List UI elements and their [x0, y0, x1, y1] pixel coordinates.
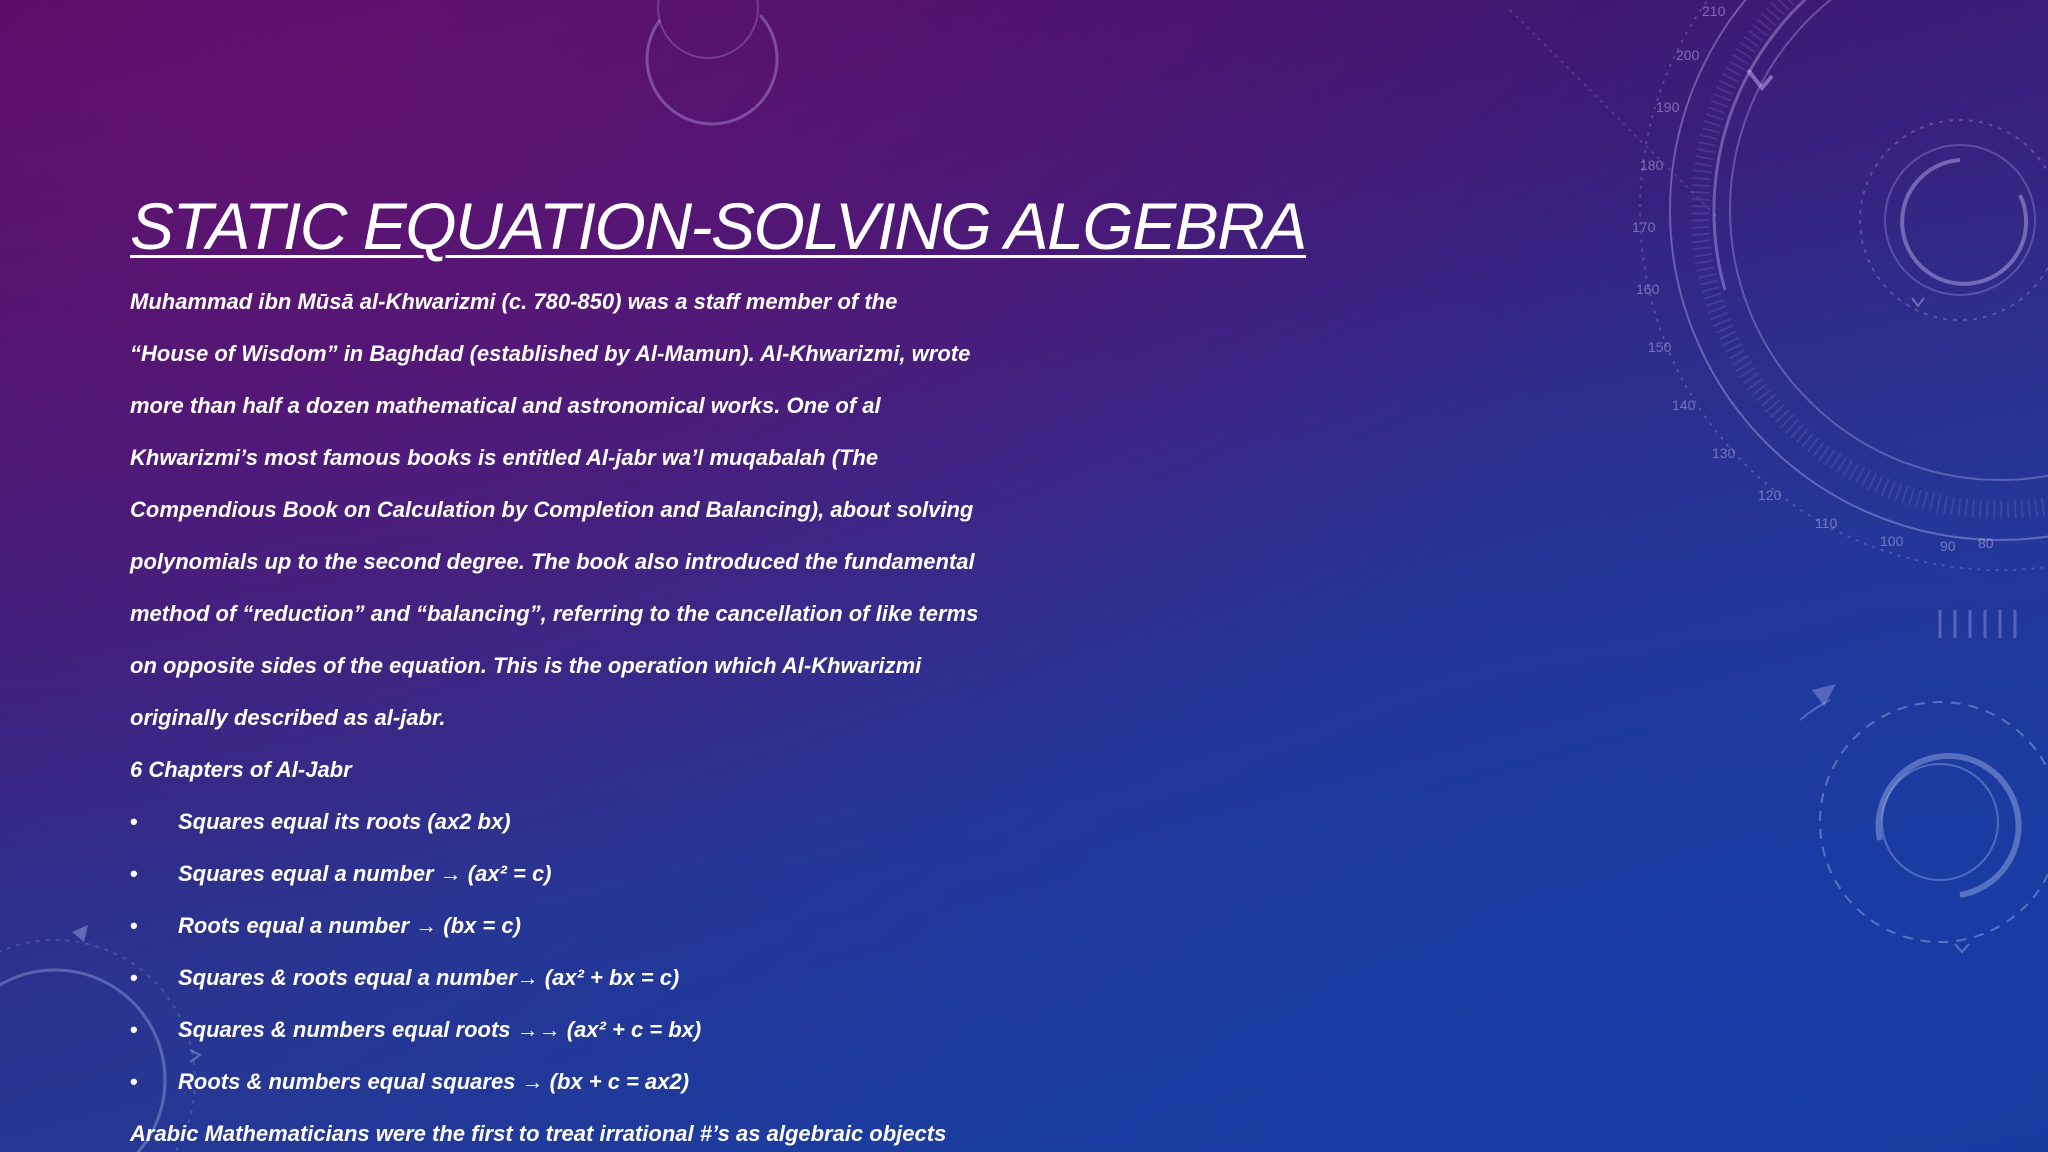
paragraph-line: originally described as al-jabr.: [130, 705, 446, 730]
paragraph-line: “House of Wisdom” in Baghdad (established by Al-Mamun). Al-Khwarizmi, wrote: [130, 341, 971, 366]
closing-line: Arabic Mathematicians were the first to treat irrational #’s as algebraic objects: [130, 1121, 947, 1146]
dial-number: 140: [1672, 397, 1696, 413]
chapter-list-item: [130, 1004, 1030, 1056]
dial-number: 130: [1712, 445, 1736, 461]
paragraph-line: more than half a dozen mathematical and astronomical works. One of al: [130, 393, 881, 418]
chapter-text: Squares equal its roots (ax2 bx): [178, 809, 511, 834]
dial-number: 190: [1656, 99, 1680, 115]
slide-body: [130, 276, 1030, 1152]
paragraph-line: polynomials up to the second degree. The book also introduced the fundamental: [130, 549, 975, 574]
dial-number: 210: [1702, 3, 1726, 19]
paragraph-line: Khwarizmi’s most famous books is entitled Al-jabr wa’l muqabalah (The: [130, 445, 879, 470]
bullet-icon: •: [130, 809, 138, 834]
paragraph-line: method of “reduction” and “balancing”, referring to the cancellation of like terms: [130, 601, 979, 626]
chapter-text: Squares equal a number → (ax² = c): [178, 861, 552, 886]
paragraph-line: Compendious Book on Calculation by Completion and Balancing), about solving: [130, 497, 974, 522]
bullet-icon: •: [130, 913, 138, 938]
dial-number: 110: [1815, 515, 1838, 531]
bullet-icon: •: [130, 965, 138, 990]
chapter-text: Squares & numbers equal roots →→ (ax² + c = bx): [178, 1017, 702, 1042]
top-small-circle-icon: [647, 0, 777, 124]
dial-number-labels: [1632, 3, 1994, 554]
dial-number: 100: [1880, 533, 1904, 549]
dial-number: 170: [1632, 219, 1656, 235]
dial-number: 200: [1676, 47, 1700, 63]
dial-number: 90: [1940, 538, 1956, 554]
chapter-text: Roots & numbers equal squares → (bx + c = ax2): [178, 1069, 690, 1094]
intro-paragraph: [130, 276, 1030, 744]
chapters-list: [130, 796, 1030, 1108]
vertical-bars-icon: [1940, 610, 2015, 638]
dial-number: 80: [1978, 535, 1994, 551]
chapter-list-item: [130, 952, 1030, 1004]
paragraph-line: Muhammad ibn Mūsā al-Khwarizmi (c. 780-850) was a staff member of the: [130, 289, 898, 314]
slide-title: STATIC EQUATION-SOLVING ALGEBRA: [130, 189, 1306, 263]
chapter-list-item: [130, 900, 1030, 952]
dial-number: 160: [1636, 281, 1660, 297]
chapter-list-item: [130, 796, 1030, 848]
chapters-heading: 6 Chapters of Al-Jabr: [130, 757, 352, 782]
chapter-text: Roots equal a number → (bx = c): [178, 913, 521, 938]
chapter-list-item: [130, 1056, 1030, 1108]
paragraph-line: on opposite sides of the equation. This is the operation which Al-Khwarizmi: [130, 653, 922, 678]
chapter-text: Squares & roots equal a number→ (ax² + bx = c): [178, 965, 680, 990]
dial-number: 180: [1640, 157, 1664, 173]
dial-number: 150: [1648, 339, 1672, 355]
bullet-icon: •: [130, 1017, 138, 1042]
dial-number: 120: [1758, 487, 1782, 503]
mid-right-circle-icon: [1800, 684, 2048, 952]
chapter-list-item: [130, 848, 1030, 900]
bullet-icon: •: [130, 1069, 138, 1094]
bullet-icon: •: [130, 861, 138, 886]
large-dial-icon: [1510, 0, 2048, 570]
